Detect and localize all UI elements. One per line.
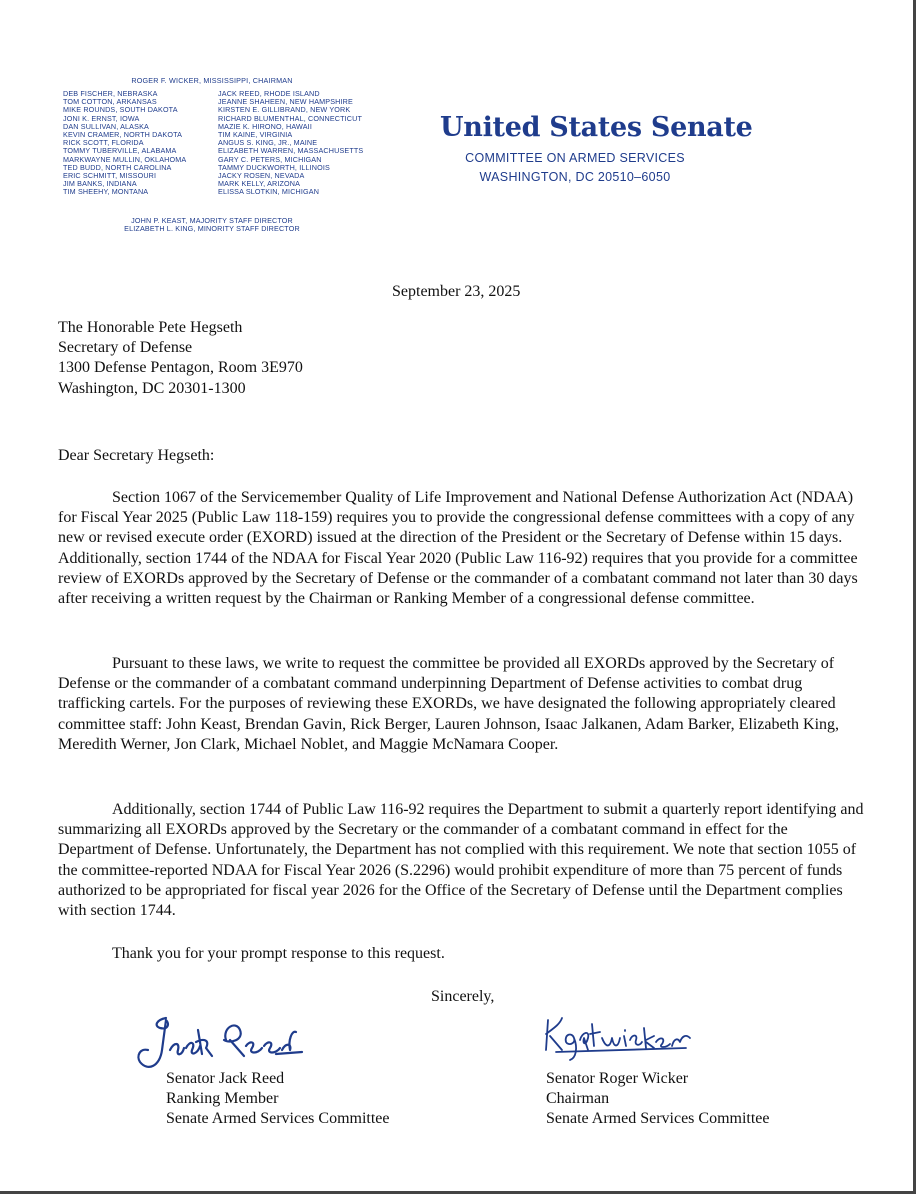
member-name: MIKE ROUNDS, SOUTH DAKOTA xyxy=(63,105,178,115)
member-name: TAMMY DUCKWORTH, ILLINOIS xyxy=(218,162,330,172)
recipient-line: The Honorable Pete Hegseth xyxy=(58,319,243,336)
letter-date: September 23, 2025 xyxy=(392,283,521,300)
signatory-name: Senator Jack Reed xyxy=(166,1070,285,1087)
member-name: MARK KELLY, ARIZONA xyxy=(218,179,301,189)
member-name: TOM COTTON, ARKANSAS xyxy=(63,97,157,107)
member-name: ERIC SCHMITT, MISSOURI xyxy=(63,171,157,181)
member-name: KIRSTEN E. GILLIBRAND, NEW YORK xyxy=(218,105,351,115)
signature-wicker xyxy=(536,1004,706,1070)
body-paragraph: Section 1067 of the Servicemember Quality of Life Improvement and National Defense Authorization Act (NDAA) for Fiscal Year 2025 (Public Law 118-159) requires you to provide the congressional defense committees with a copy of any new or revised execute order (EXORD) issued at the direction of the President or the Secretary of Defense within 15 days. Additionally, section 1744 of the NDAA for Fiscal Year 2020 (Public Law 116-92) requires that you provide for a committee review of EXORDs approved by the Secretary of Defense or the commander of a combatant command not later than 30 days after receiving a written request by the Chairman or Ranking Member of a congressional defense committee. xyxy=(58,489,858,608)
signatory-committee: Senate Armed Services Committee xyxy=(166,1110,390,1128)
committee-name: COMMITTEE ON ARMED SERVICES xyxy=(465,151,685,165)
recipient-line: 1300 Defense Pentagon, Room 3E970 xyxy=(58,359,303,377)
senate-title: United States Senate xyxy=(440,112,753,143)
recipient-line: Washington, DC 20301-1300 xyxy=(58,379,246,397)
signature-block-left xyxy=(166,1069,390,1130)
member-name: JACKY ROSEN, NEVADA xyxy=(218,171,305,181)
member-name: JONI K. ERNST, IOWA xyxy=(63,113,140,123)
member-name: ANGUS S. KING, JR., MAINE xyxy=(218,138,318,148)
recipient-address xyxy=(58,318,303,399)
member-name: JIM BANKS, INDIANA xyxy=(63,179,137,189)
member-name: ELIZABETH WARREN, MASSACHUSETTS xyxy=(218,146,364,156)
letterhead-chairman: ROGER F. WICKER, MISSISSIPPI, CHAIRMAN xyxy=(131,76,293,85)
body-paragraph: Pursuant to these laws, we write to request the committee be provided all EXORDs approved by the Secretary of Defense or the commander of a combatant command underpinning Department of Defense activities to combat drug trafficking cartels. For the purposes of reviewing these EXORDs, we have designated the following appropriately cleared committee staff: John Keast, Brendan Gavin, Rick Berger, Lauren Johnson, Isaac Jalkanen, Adam Barker, Elizabeth King, Meredith Werner, Jon Clark, Michael Noblet, and Maggie McNamara Cooper. xyxy=(58,655,840,753)
signatory-name: Senator Roger Wicker xyxy=(546,1070,689,1087)
body-paragraph: Additionally, section 1744 of Public Law 116-92 requires the Department to submit a quarterly report identifying and summarizing all EXORDs approved by the Secretary or the commander of a combatant command in effect for the Department of Defense. Unfortunately, the Department has not complied with this requirement. We note that section 1055 of the committee-reported NDAA for Fiscal Year 2026 (S.2296) would prohibit expenditure of more than 75 percent of funds authorized to be appropriated for fiscal year 2026 for the Office of the Secretary of Defense until the Department complies with section 1744. xyxy=(58,801,864,920)
member-name: TED BUDD, NORTH CAROLINA xyxy=(63,162,172,172)
signatory-role: Ranking Member xyxy=(166,1090,279,1108)
letterhead-members-right xyxy=(218,90,363,197)
staff-director: ELIZABETH L. KING, MINORITY STAFF DIRECTOR xyxy=(124,224,300,234)
member-name: GARY C. PETERS, MICHIGAN xyxy=(218,154,322,164)
member-name: DAN SULLIVAN, ALASKA xyxy=(63,121,149,131)
member-name: RICHARD BLUMENTHAL, CONNECTICUT xyxy=(218,113,363,123)
letterhead-staff xyxy=(62,217,362,234)
member-name: DEB FISCHER, NEBRASKA xyxy=(63,89,158,98)
member-name: ELISSA SLOTKIN, MICHIGAN xyxy=(218,187,320,197)
signatory-role: Chairman xyxy=(546,1090,610,1108)
member-name: TIM SHEEHY, MONTANA xyxy=(63,187,149,197)
member-name: RICK SCOTT, FLORIDA xyxy=(63,138,144,148)
member-name: TIM KAINE, VIRGINIA xyxy=(218,130,293,140)
member-name: KEVIN CRAMER, NORTH DAKOTA xyxy=(63,130,183,140)
signatory-committee: Senate Armed Services Committee xyxy=(546,1110,770,1128)
member-name: JEANNE SHAHEEN, NEW HAMPSHIRE xyxy=(218,97,353,107)
member-name: JACK REED, RHODE ISLAND xyxy=(218,89,320,98)
thanks-line: Thank you for your prompt response to this request. xyxy=(112,945,445,962)
staff-director: JOHN P. KEAST, MAJORITY STAFF DIRECTOR xyxy=(131,216,293,225)
member-name: MARKWAYNE MULLIN, OKLAHOMA xyxy=(63,154,187,164)
closing: Sincerely, xyxy=(431,988,495,1005)
signature-block-right xyxy=(546,1069,770,1130)
committee-address: WASHINGTON, DC 20510–6050 xyxy=(479,170,671,184)
member-name: TOMMY TUBERVILLE, ALABAMA xyxy=(63,146,177,156)
senate-letterhead xyxy=(440,112,753,187)
recipient-line: Secretary of Defense xyxy=(58,339,193,357)
letterhead-members-left xyxy=(63,90,186,197)
salutation: Dear Secretary Hegseth: xyxy=(58,447,215,464)
member-name: MAZIE K. HIRONO, HAWAII xyxy=(218,121,312,131)
